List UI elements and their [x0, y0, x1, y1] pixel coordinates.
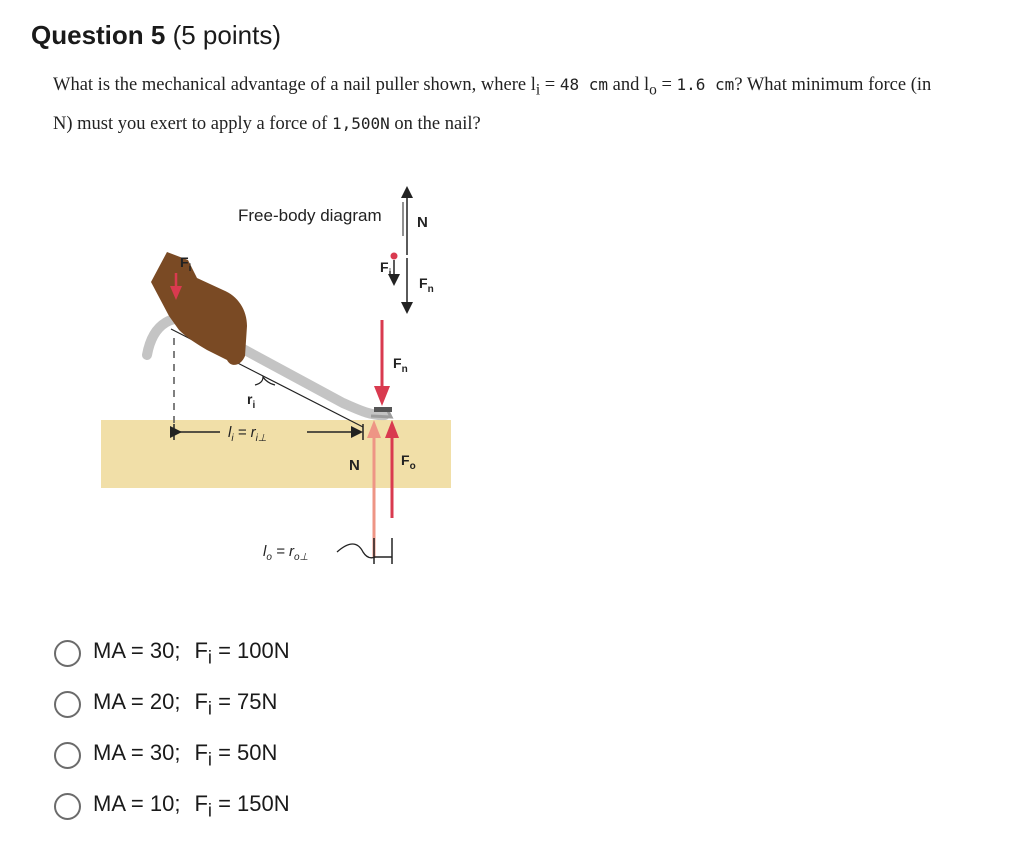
fbd-title: Free-body diagram [238, 206, 382, 225]
li-equation: $l_i = r_{i\perp}$ [228, 424, 267, 444]
question-text [53, 68, 953, 141]
radio-button[interactable] [54, 742, 81, 769]
answer-options [54, 628, 290, 832]
ri-label: $r_i$ [247, 391, 256, 411]
question-text-part: = [540, 75, 560, 95]
question-number: Question 5 [31, 20, 166, 50]
question-text-part: ? What minimum force (in N) must you exert to apply a force of [53, 75, 932, 134]
radio-button[interactable] [54, 640, 81, 667]
answer-option-1[interactable] [54, 628, 290, 679]
fo-label: $F_o$ [401, 452, 416, 472]
li-subscript: i [535, 81, 541, 99]
fbd-fi-label: $F_i$ [380, 259, 392, 279]
question-text-part: and l [608, 75, 650, 95]
fbd-fn-label: $F_n$ [419, 275, 434, 295]
nail-head [374, 407, 392, 412]
answer-option-2[interactable] [54, 679, 290, 730]
option-label: MA = 10; $F_i = 150N$ [93, 791, 290, 821]
option-label: MA = 30; $F_i = 50N$ [93, 740, 278, 770]
question-text-part: on the nail? [389, 113, 481, 134]
answer-option-3[interactable] [54, 730, 290, 781]
fbd-point [391, 253, 398, 260]
hand-fi-label: $F_i$ [180, 254, 192, 274]
fn-arrow-head [374, 386, 390, 406]
lo-equation: $l_o = r_{o\perp}$ [263, 543, 309, 563]
fn-label: $F_n$ [393, 355, 408, 375]
question-points: (5 points) [172, 20, 281, 50]
lo-value: 1.6 cm [676, 75, 735, 94]
option-label: MA = 30; $F_i = 100N$ [93, 638, 290, 668]
option-label: MA = 20; $F_i = 75N$ [93, 689, 278, 719]
lo-subscript: o [649, 81, 657, 99]
li-value: 48 cm [559, 75, 609, 94]
radio-button[interactable] [54, 793, 81, 820]
force-value: 1,500N [331, 113, 390, 133]
ground-board [101, 420, 451, 488]
nail-puller-figure [95, 180, 465, 590]
n-label: N [349, 457, 360, 474]
fbd-n-label: N [417, 214, 428, 231]
answer-option-4[interactable] [54, 781, 290, 832]
hand [151, 252, 247, 365]
question-header [31, 20, 281, 51]
question-text-part: = [656, 75, 677, 95]
question-text-part: What is the mechanical advantage of a nail puller shown, where l [53, 75, 536, 95]
lo-pointer [337, 544, 375, 558]
nail-puller-diagram [95, 180, 465, 585]
radio-button[interactable] [54, 691, 81, 718]
